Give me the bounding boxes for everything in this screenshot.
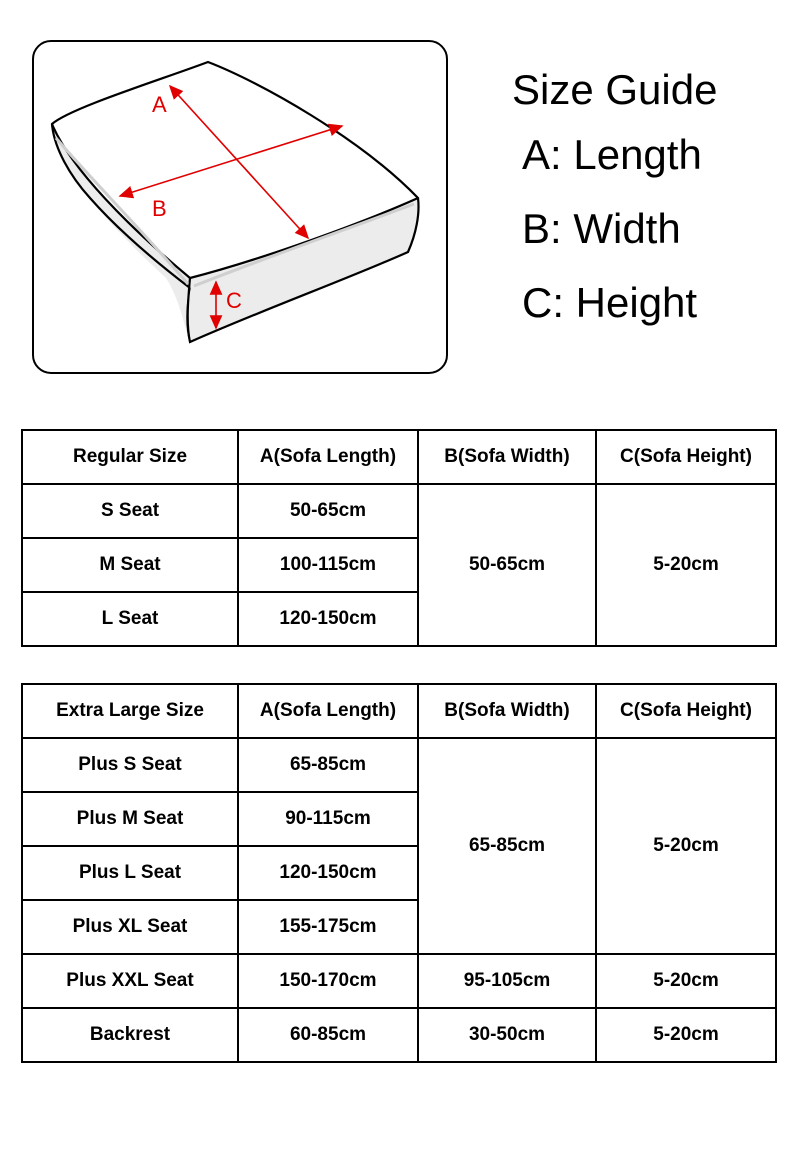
size-guide-title: Size Guide bbox=[512, 66, 718, 113]
row-name: L Seat bbox=[22, 592, 238, 646]
guide-length: A: Length bbox=[522, 131, 702, 178]
row-length: 90-115cm bbox=[238, 792, 418, 846]
header-width: B(Sofa Width) bbox=[418, 684, 596, 738]
row-length: 100-115cm bbox=[238, 538, 418, 592]
row-width: 30-50cm bbox=[418, 1008, 596, 1062]
regular-size-table bbox=[21, 429, 777, 647]
shared-width: 65-85cm bbox=[418, 738, 596, 954]
row-name: Plus M Seat bbox=[22, 792, 238, 846]
header-height: C(Sofa Height) bbox=[596, 430, 776, 484]
row-length: 120-150cm bbox=[238, 592, 418, 646]
header-size: Extra Large Size bbox=[22, 684, 238, 738]
row-length: 155-175cm bbox=[238, 900, 418, 954]
row-length: 60-85cm bbox=[238, 1008, 418, 1062]
extra-large-size-table bbox=[21, 683, 777, 1063]
row-width: 95-105cm bbox=[418, 954, 596, 1008]
header-width: B(Sofa Width) bbox=[418, 430, 596, 484]
table-header-row bbox=[22, 684, 776, 738]
shared-height: 5-20cm bbox=[596, 484, 776, 646]
row-name: Plus S Seat bbox=[22, 738, 238, 792]
row-length: 150-170cm bbox=[238, 954, 418, 1008]
table-row bbox=[22, 738, 776, 792]
table-row bbox=[22, 484, 776, 538]
guide-width: B: Width bbox=[522, 205, 681, 252]
header-length: A(Sofa Length) bbox=[238, 684, 418, 738]
cushion-illustration bbox=[30, 38, 450, 376]
table-row bbox=[22, 1008, 776, 1062]
row-name: M Seat bbox=[22, 538, 238, 592]
label-a: A bbox=[152, 92, 167, 117]
header-height: C(Sofa Height) bbox=[596, 684, 776, 738]
shared-height: 5-20cm bbox=[596, 738, 776, 954]
table-header-row bbox=[22, 430, 776, 484]
cushion-diagram bbox=[30, 38, 450, 376]
row-length: 120-150cm bbox=[238, 846, 418, 900]
label-c: C bbox=[226, 288, 242, 313]
row-name: Plus L Seat bbox=[22, 846, 238, 900]
row-name: Plus XXL Seat bbox=[22, 954, 238, 1008]
shared-width: 50-65cm bbox=[418, 484, 596, 646]
row-height: 5-20cm bbox=[596, 1008, 776, 1062]
header-length: A(Sofa Length) bbox=[238, 430, 418, 484]
label-b: B bbox=[152, 196, 167, 221]
row-height: 5-20cm bbox=[596, 954, 776, 1008]
size-guide bbox=[512, 62, 792, 340]
guide-height: C: Height bbox=[522, 279, 698, 326]
row-length: 50-65cm bbox=[238, 484, 418, 538]
row-name: Plus XL Seat bbox=[22, 900, 238, 954]
table-row bbox=[22, 954, 776, 1008]
row-name: S Seat bbox=[22, 484, 238, 538]
row-length: 65-85cm bbox=[238, 738, 418, 792]
row-name: Backrest bbox=[22, 1008, 238, 1062]
header-size: Regular Size bbox=[22, 430, 238, 484]
